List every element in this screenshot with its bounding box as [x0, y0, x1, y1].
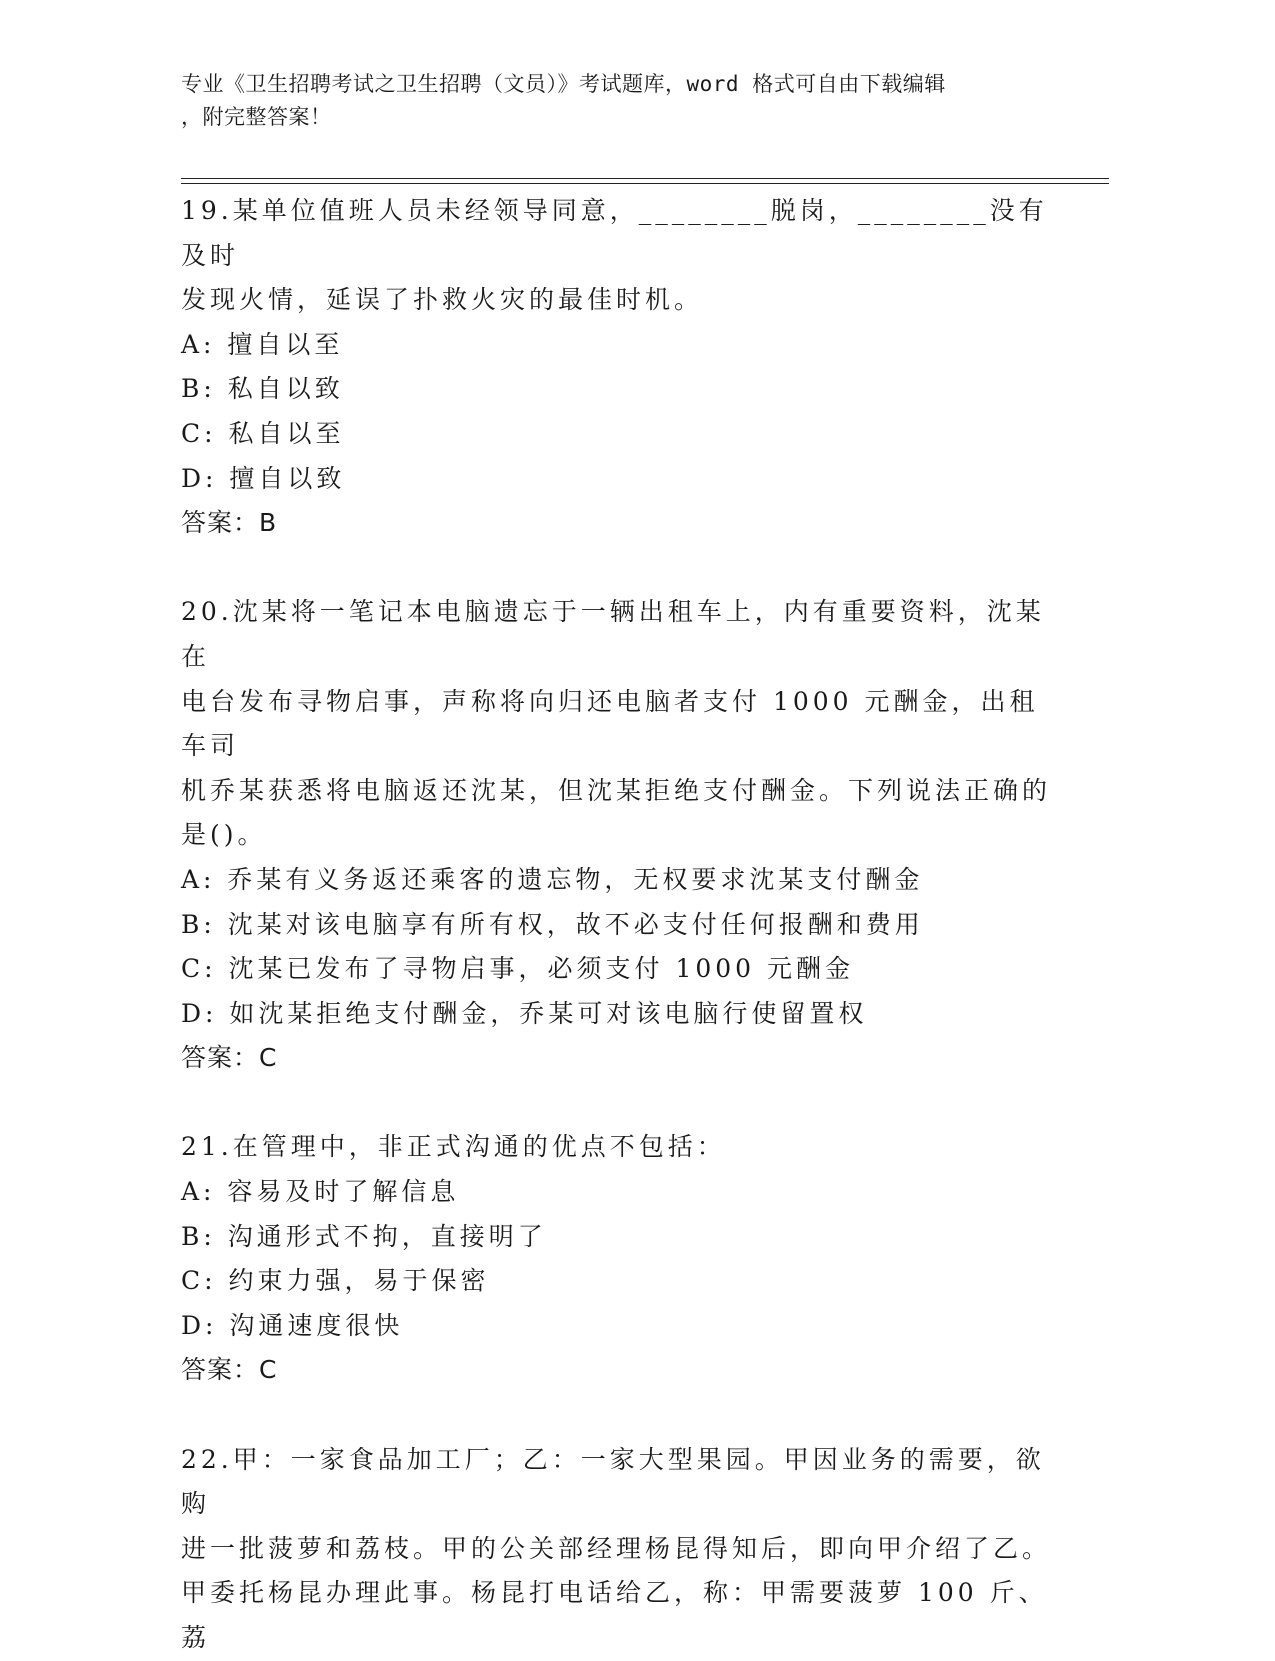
question-stem-line: 机乔某获悉将电脑返还沈某，但沈某拒绝支付酬金。下列说法正确的	[181, 775, 1052, 805]
option-c: C: 私自以至	[181, 418, 345, 448]
question-stem-line: 电台发布寻物启事，声称将向归还电脑者支付 1000 元酬金，出租车司	[181, 686, 1039, 761]
question-21	[181, 1125, 1061, 1393]
option-a: A: 擅自以至	[181, 329, 344, 359]
header-divider	[181, 183, 1109, 184]
answer: 答案：C	[181, 1355, 278, 1385]
answer: 答案：C	[181, 1043, 278, 1073]
option-c: C: 沈某已发布了寻物启事，必须支付 1000 元酬金	[181, 954, 855, 984]
answer: 答案：B	[181, 508, 278, 538]
option-b: B: 沟通形式不拘，直接明了	[181, 1221, 547, 1251]
question-20	[181, 590, 1061, 1081]
question-19	[181, 189, 1061, 546]
question-stem-line: 是()。	[181, 820, 267, 850]
option-b: B: 沈某对该电脑享有所有权，故不必支付任何报酬和费用	[181, 909, 924, 939]
question-22	[181, 1438, 1061, 1661]
option-d: D: 如沈某拒绝支付酬金，乔某可对该电脑行使留置权	[181, 998, 868, 1028]
option-d: D: 沟通速度很快	[181, 1310, 404, 1340]
question-stem-line: 20.沈某将一笔记本电脑遗忘于一辆出租车上，内有重要资料，沈某在	[181, 597, 1045, 671]
question-stem-line: 19.某单位值班人员未经领导同意，________脱岗，________没有及时	[181, 196, 1048, 270]
option-b: B: 私自以致	[181, 374, 344, 404]
option-a: A: 乔某有义务返还乘客的遗忘物，无权要求沈某支付酬金	[181, 864, 924, 894]
question-stem-line: 进一批菠萝和荔枝。甲的公关部经理杨昆得知后，即向甲介绍了乙。	[181, 1533, 1052, 1563]
question-list	[181, 189, 1061, 1661]
question-stem-line: 甲委托杨昆办理此事。杨昆打电话给乙，称：甲需要菠萝 100 斤、荔	[181, 1578, 1048, 1652]
header-divider	[181, 178, 1109, 179]
option-a: A: 容易及时了解信息	[181, 1177, 460, 1207]
header-line: ，附完整答案！	[181, 105, 332, 129]
option-c: C: 约束力强，易于保密	[181, 1266, 490, 1296]
document-header	[181, 68, 1061, 134]
option-d: D: 擅自以致	[181, 463, 346, 493]
question-stem-line: 22.甲：一家食品加工厂；乙：一家大型果园。甲因业务的需要，欲购	[181, 1444, 1045, 1519]
question-stem-line: 发现火情，延误了扑救火灾的最佳时机。	[181, 285, 704, 315]
header-line: 专业《卫生招聘考试之卫生招聘（文员）》考试题库，word 格式可自由下载编辑	[181, 72, 946, 96]
question-stem-line: 21.在管理中，非正式沟通的优点不包括：	[181, 1132, 726, 1162]
